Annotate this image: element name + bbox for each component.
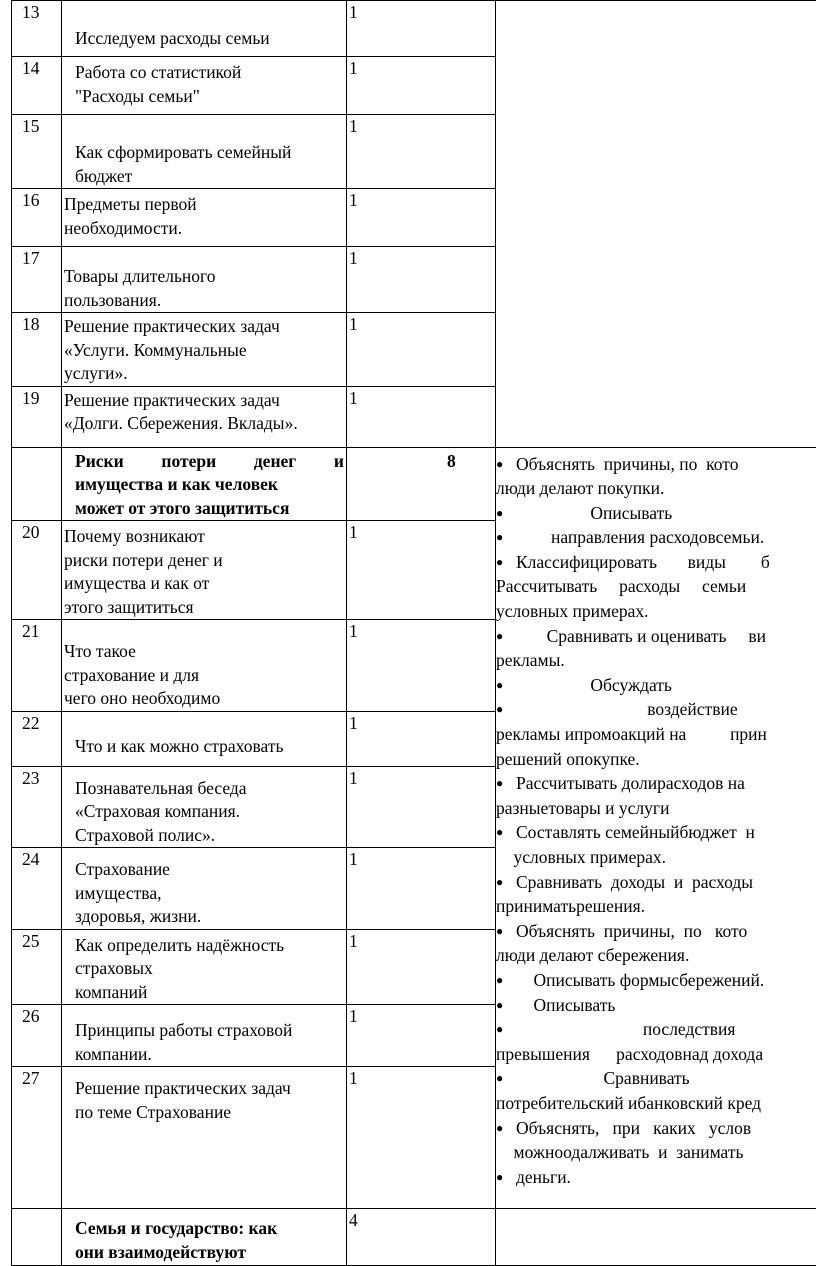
activity-item [496, 1116, 816, 1141]
activity-item [496, 722, 816, 747]
topic-cell [62, 848, 347, 930]
activity-item [496, 550, 816, 575]
topic-line: компании. [75, 1043, 346, 1067]
topic-line: Почему возникают [64, 525, 346, 549]
lesson-hours: 1 [347, 1067, 496, 1209]
topic-line: Страховой полис». [75, 824, 346, 848]
topic-line: Решение практических задач [75, 1077, 346, 1101]
activity-item [496, 648, 816, 673]
topic-cell [62, 313, 347, 387]
bullet-icon: ● [496, 697, 516, 722]
activity-text: Объяснять, при каких услов [516, 1118, 751, 1138]
activity-item [496, 599, 816, 624]
activity-item [496, 747, 816, 772]
topic-cell [62, 1067, 347, 1209]
activity-text: Обсуждать [516, 675, 672, 695]
activity-item [496, 1042, 816, 1067]
bullet-icon: ● [496, 501, 516, 526]
topic-line: Принципы работы страховой [75, 1019, 346, 1043]
activity-item [496, 525, 816, 550]
activity-text: Составлять семейныйбюджет н [516, 822, 755, 842]
topic-line: бюджет [75, 165, 346, 189]
topic-line: компаний [75, 981, 346, 1005]
topic-line: этого защититься [64, 596, 346, 620]
lesson-number: 17 [12, 247, 62, 313]
activity-item [496, 870, 816, 895]
lesson-hours: 1 [347, 313, 496, 387]
lesson-number: 24 [12, 848, 62, 930]
topic-line: здоровья, жизни. [75, 905, 346, 929]
activity-item [496, 1017, 816, 1042]
activity-text: условных примерах. [496, 601, 648, 621]
bullet-icon: ● [496, 1017, 516, 1042]
activity-item [496, 919, 816, 944]
activity-item [496, 1091, 816, 1116]
lesson-hours: 1 [347, 57, 496, 115]
bullet-icon: ● [496, 820, 516, 845]
activity-text: рекламы ипромоакций на прин [496, 724, 767, 744]
lesson-number: 20 [12, 521, 62, 620]
lesson-number: 18 [12, 313, 62, 387]
activity-text: Рассчитывать расходы семьи [496, 576, 746, 596]
section-number-cell [12, 447, 62, 521]
activity-text: люди делают покупки. [496, 478, 664, 498]
activity-item [496, 820, 816, 845]
lesson-hours: 1 [347, 929, 496, 1005]
topic-line: Решение практических задач [64, 389, 346, 413]
activity-item [496, 697, 816, 722]
section-title-line: имущества и как человек [75, 473, 344, 497]
activity-text: Объяснять причины, по кото [516, 454, 738, 474]
topic-line: Как сформировать семейный [75, 141, 346, 165]
bullet-icon: ● [496, 452, 516, 477]
activity-text: разныетовары и услуги [496, 798, 669, 818]
activity-text: рекламы. [496, 650, 565, 670]
lesson-hours: 1 [347, 711, 496, 766]
lesson-number: 16 [12, 189, 62, 247]
topic-line: имущества и как от [64, 572, 346, 596]
bullet-icon: ● [496, 771, 516, 796]
bullet-icon: ● [496, 1066, 516, 1091]
section-number-cell [12, 1209, 62, 1266]
topic-line: Работа со статистикой [75, 61, 346, 85]
topic-cell [62, 1, 347, 57]
section-row [12, 1209, 816, 1266]
activity-item [496, 771, 816, 796]
lesson-number: 26 [12, 1005, 62, 1067]
activity-text: превышения расходовнад дохода [496, 1044, 763, 1064]
bullet-icon: ● [496, 550, 516, 575]
activity-item [496, 574, 816, 599]
activity-item [496, 1066, 816, 1091]
topic-line: Решение практических задач [64, 315, 346, 339]
topic-line: Что такое [64, 640, 346, 664]
topic-line: Познавательная беседа [75, 777, 346, 801]
topic-cell [62, 766, 347, 848]
bullet-icon: ● [496, 525, 516, 550]
topic-cell [62, 57, 347, 115]
topic-line: пользования. [64, 289, 346, 313]
activity-item [496, 624, 816, 649]
activity-text: решений опокупке. [496, 749, 640, 769]
section-title-line: Семья и государство: как [75, 1217, 344, 1241]
activity-item [496, 476, 816, 501]
topic-cell [62, 929, 347, 1005]
section-title-line: может от этого защититься [75, 497, 344, 521]
bullet-icon: ● [496, 968, 516, 993]
activity-text: последствия [516, 1019, 735, 1039]
activities-empty-cell [496, 1209, 816, 1266]
topic-line: Предметы первой [64, 193, 346, 217]
lesson-number: 22 [12, 711, 62, 766]
activity-text: Рассчитывать долирасходов на [516, 773, 745, 793]
lesson-hours: 1 [347, 521, 496, 620]
activity-item [496, 1140, 816, 1165]
lesson-number: 19 [12, 386, 62, 447]
lesson-hours: 1 [347, 1005, 496, 1067]
activity-text: Сравнивать [516, 1068, 690, 1088]
topic-line: «Услуги. Коммунальные [64, 339, 346, 363]
topic-line: имущества, [75, 882, 346, 906]
activity-item [496, 1165, 816, 1190]
activity-item [496, 993, 816, 1018]
topic-cell [62, 521, 347, 620]
lesson-hours: 1 [347, 848, 496, 930]
activity-item [496, 943, 816, 968]
activities-empty-cell [496, 1, 816, 448]
lesson-number: 23 [12, 766, 62, 848]
bullet-icon: ● [496, 673, 516, 698]
topic-line: чего оно необходимо [64, 687, 346, 711]
topic-line: услуги». [64, 362, 346, 386]
lesson-number: 27 [12, 1067, 62, 1209]
activity-text: люди делают сбережения. [496, 945, 689, 965]
activities-cell [496, 447, 816, 1209]
activity-item [496, 796, 816, 821]
activity-item [496, 894, 816, 919]
activity-text: Классифицировать виды б [516, 552, 770, 572]
topic-line: Страхование [75, 858, 346, 882]
bullet-icon: ● [496, 624, 516, 649]
topic-line: Исследуем расходы семьи [75, 27, 346, 51]
lesson-hours: 1 [347, 1, 496, 57]
bullet-icon: ● [496, 919, 516, 944]
topic-cell [62, 115, 347, 189]
activity-text: Описывать [516, 503, 672, 523]
lesson-hours: 1 [347, 766, 496, 848]
activity-text: приниматьрешения. [496, 896, 645, 916]
activity-text: направления расходовсемьи. [516, 527, 764, 547]
lesson-hours: 1 [347, 247, 496, 313]
topic-line: «Долги. Сбережения. Вклады». [64, 412, 346, 436]
lesson-number: 14 [12, 57, 62, 115]
bullet-icon: ● [496, 1116, 516, 1141]
lesson-hours: 1 [347, 189, 496, 247]
lesson-number: 15 [12, 115, 62, 189]
activity-text: деньги. [516, 1167, 571, 1187]
bullet-icon: ● [496, 1165, 516, 1190]
activity-item [496, 845, 816, 870]
topic-line: Как определить надёжность [75, 934, 346, 958]
activity-text: Описывать [516, 995, 615, 1015]
activity-item [496, 501, 816, 526]
topic-line: страховых [75, 957, 346, 981]
topic-line: "Расходы семьи" [75, 85, 346, 109]
lesson-hours: 1 [347, 620, 496, 712]
activity-text: можноодалживать и занимать [496, 1142, 744, 1162]
lesson-number: 25 [12, 929, 62, 1005]
activity-text: Описывать формысбережений. [516, 970, 764, 990]
topic-cell [62, 386, 347, 447]
section-hours: 4 [347, 1209, 496, 1266]
topic-cell [62, 620, 347, 712]
topic-line: Товары длительного [64, 265, 346, 289]
section-title-line: они взаимодействуют [75, 1241, 344, 1265]
topic-line: по теме Страхование [75, 1101, 346, 1125]
lesson-number: 13 [12, 1, 62, 57]
activity-item [496, 968, 816, 993]
activity-text: Сравнивать и оценивать ви [516, 626, 766, 646]
activity-text: условных примерах. [496, 847, 666, 867]
topic-line: необходимости. [64, 217, 346, 241]
topic-line: «Страховая компания. [75, 800, 346, 824]
section-title [62, 1209, 347, 1266]
activity-text: Сравнивать доходы и расходы [516, 872, 753, 892]
topic-cell [62, 189, 347, 247]
activities-list [496, 448, 816, 1190]
activity-text: потребительский ибанковский кред [496, 1093, 761, 1113]
section-row [12, 447, 816, 521]
lesson-row [12, 1, 816, 57]
bullet-icon: ● [496, 870, 516, 895]
activity-item [496, 673, 816, 698]
topic-line: Что и как можно страховать [75, 735, 346, 759]
activity-text: Объяснять причины, по кото [516, 921, 747, 941]
lesson-number: 21 [12, 620, 62, 712]
activity-text: воздействие [516, 699, 738, 719]
activity-item [496, 452, 816, 477]
topic-line: риски потери денег и [64, 549, 346, 573]
section-title-line: Риски потери денег и [75, 450, 344, 474]
curriculum-table [11, 0, 816, 1266]
topic-cell [62, 247, 347, 313]
lesson-hours: 1 [347, 115, 496, 189]
section-title [62, 447, 347, 521]
bullet-icon: ● [496, 993, 516, 1018]
topic-cell [62, 1005, 347, 1067]
topic-line: страхование и для [64, 664, 346, 688]
section-hours: 8 [347, 447, 496, 521]
lesson-hours: 1 [347, 386, 496, 447]
topic-cell [62, 711, 347, 766]
